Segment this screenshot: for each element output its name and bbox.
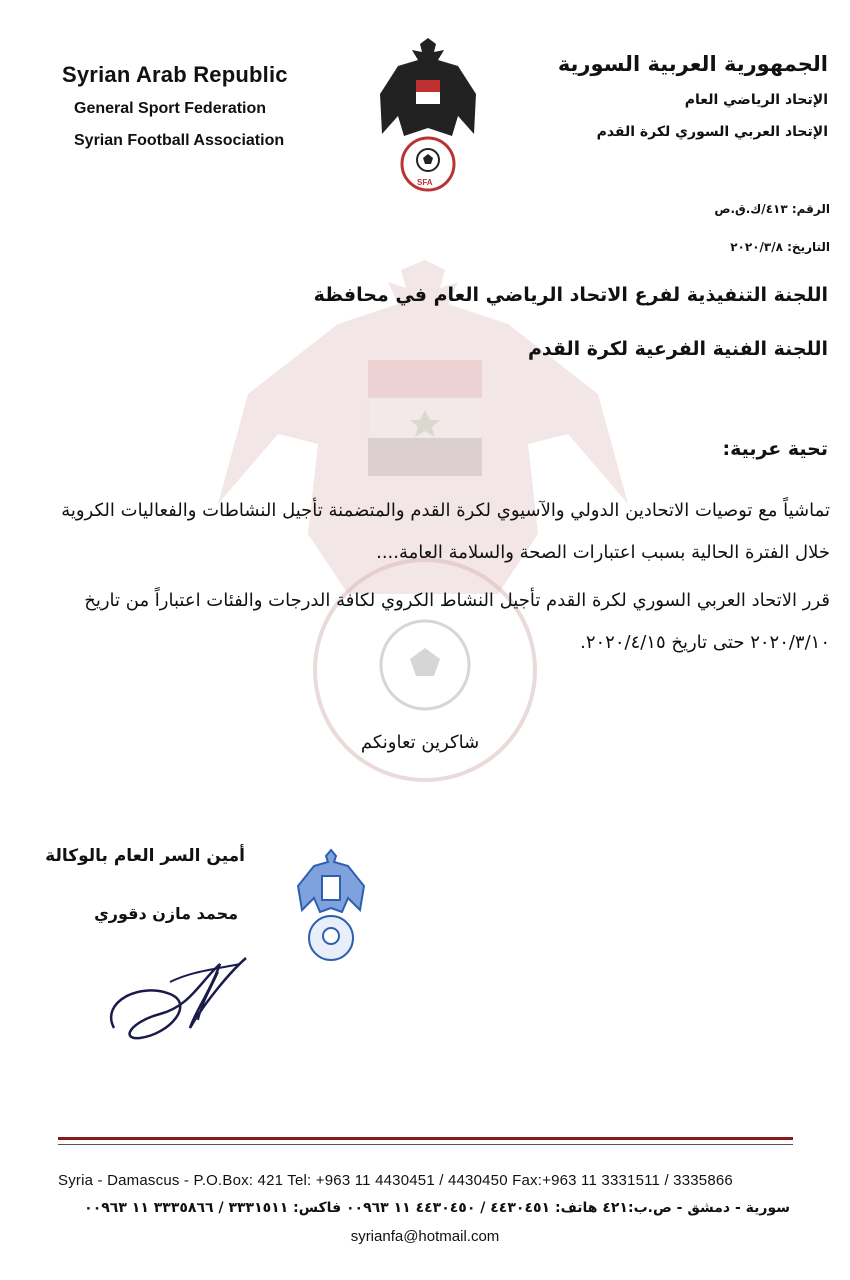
header-english-association: Syrian Football Association — [74, 132, 285, 149]
recipient-line-2: اللجنة الفنية الفرعية لكرة القدم — [527, 338, 828, 360]
reference-number: الرقم: ٤١٣/ك.ق.ص — [714, 202, 830, 216]
header-english-title: Syrian Arab Republic — [62, 62, 288, 87]
signatory-title: أمين السر العام بالوكالة — [45, 846, 245, 866]
header-arabic-association: الإتحاد العربي السوري لكرة القدم — [596, 124, 828, 140]
closing: شاكرين تعاونكم — [360, 732, 480, 753]
recipient-line-1: اللجنة التنفيذية لفرع الاتحاد الرياضي العام في محافظة — [313, 284, 828, 306]
footer-contact-english: Syria - Damascus - P.O.Box: 421 Tel: +963 11 4430451 / 4430450 Fax:+963 11 3331511 / 3335866 — [58, 1172, 733, 1189]
header-english-federation: General Sport Federation — [74, 100, 267, 117]
header-arabic-title: الجمهورية العربية السورية — [557, 52, 828, 76]
eagle-emblem-logo — [378, 36, 478, 196]
logo-text: SFA — [417, 178, 433, 187]
footer-rule-thin — [58, 1144, 793, 1145]
footer-contact-arabic: سورية - دمشق - ص.ب:٤٢١ هاتف: ٤٤٣٠٤٥١ / ٤٤٣٠٤٥٠ ١١ ٠٠٩٦٣ فاكس: ٣٣٣١٥١١ / ٣٣٣٥٨٦٦ ١١ ٠٠٩٦٣ — [84, 1200, 790, 1216]
signatory-name: محمد مازن دقوري — [94, 904, 238, 923]
handwritten-signature — [100, 942, 280, 1052]
official-stamp — [286, 846, 376, 966]
paragraph-2: قرر الاتحاد العربي السوري لكرة القدم تأجيل النشاط الكروي لكافة الدرجات والفئات اعتباراً من تاريخ ٢٠٢٠/٣/١٠ حتى تاريخ ٢٠٢٠/٤/١٥. — [84, 590, 830, 653]
footer-rule — [58, 1137, 793, 1140]
header-arabic-federation: الإتحاد الرياضي العام — [684, 92, 828, 108]
greeting: تحية عربية: — [722, 438, 828, 460]
letter-date: التاريخ: ٢٠٢٠/٣/٨ — [730, 240, 830, 254]
paragraph-1: تماشياً مع توصيات الاتحادين الدولي والآسيوي لكرة القدم والمتضمنة تأجيل النشاطات والفعاليات الكروية خلال الفترة الحالية بسبب اعتبارات الصحة والسلامة العامة.... — [61, 500, 830, 563]
footer-email: syrianfa@hotmail.com — [350, 1228, 500, 1245]
